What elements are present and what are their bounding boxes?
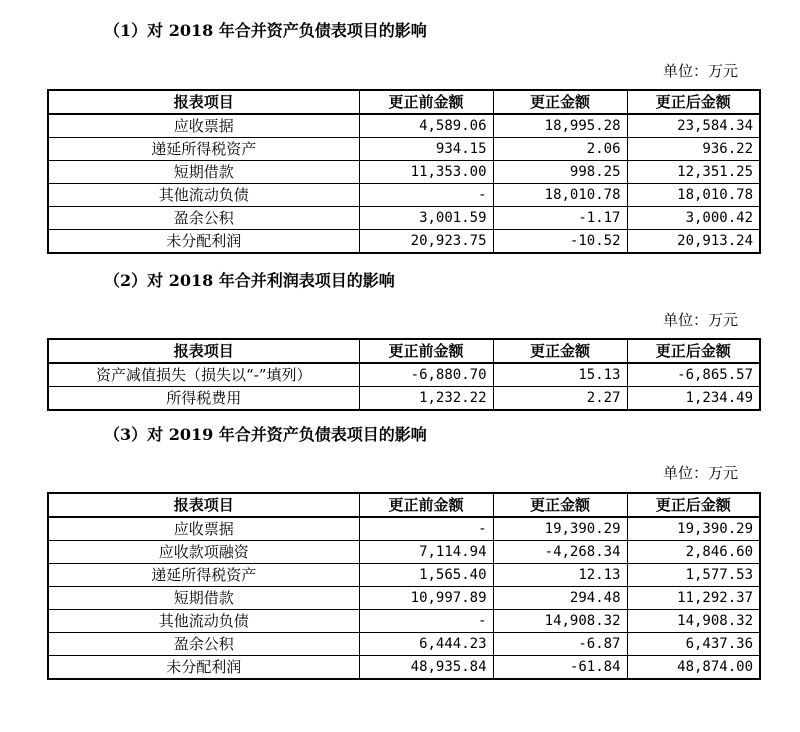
row-label: 应收票据 [48, 114, 359, 138]
section-1-heading: （1）对 2018 年合并资产负债表项目的影响 [104, 21, 427, 40]
value-cell: 10,997.89 [359, 587, 493, 610]
column-header: 更正金额 [493, 90, 627, 114]
row-label: 应收票据 [48, 517, 359, 541]
row-label: 盈余公积 [48, 207, 359, 230]
section-2-heading: （2）对 2018 年合并利润表项目的影响 [104, 271, 395, 290]
table-row [48, 541, 760, 564]
table-row [48, 564, 760, 587]
table-row [48, 161, 760, 184]
column-header: 更正金额 [493, 493, 627, 517]
row-label: 应收款项融资 [48, 541, 359, 564]
value-cell: 3,001.59 [359, 207, 493, 230]
value-cell: 23,584.34 [627, 114, 760, 138]
row-label: 短期借款 [48, 587, 359, 610]
value-cell: 20,923.75 [359, 230, 493, 254]
column-header: 更正前金额 [359, 90, 493, 114]
value-cell: 48,935.84 [359, 656, 493, 680]
value-cell: 14,908.32 [627, 610, 760, 633]
column-header: 更正前金额 [359, 493, 493, 517]
value-cell: 1,577.53 [627, 564, 760, 587]
row-label: 递延所得税资产 [48, 138, 359, 161]
value-cell: 2,846.60 [627, 541, 760, 564]
value-cell: 2.27 [493, 387, 627, 411]
table-row [48, 230, 760, 254]
value-cell: 48,874.00 [627, 656, 760, 680]
section-3-table [47, 492, 761, 680]
value-cell: 294.48 [493, 587, 627, 610]
column-header: 更正后金额 [627, 339, 760, 363]
table-row [48, 517, 760, 541]
column-header: 报表项目 [48, 493, 359, 517]
row-label: 未分配利润 [48, 656, 359, 680]
section-3-heading: （3）对 2019 年合并资产负债表项目的影响 [104, 425, 427, 444]
row-label: 未分配利润 [48, 230, 359, 254]
value-cell: -6.87 [493, 633, 627, 656]
value-cell: 19,390.29 [627, 517, 760, 541]
table-row [48, 138, 760, 161]
value-cell: - [359, 184, 493, 207]
value-cell: -61.84 [493, 656, 627, 680]
value-cell: 936.22 [627, 138, 760, 161]
value-cell: 12.13 [493, 564, 627, 587]
value-cell: -6,865.57 [627, 363, 760, 387]
column-header: 更正金额 [493, 339, 627, 363]
section-1-table [47, 89, 761, 254]
value-cell: 1,565.40 [359, 564, 493, 587]
column-header: 报表项目 [48, 339, 359, 363]
column-header: 报表项目 [48, 90, 359, 114]
value-cell: - [359, 517, 493, 541]
value-cell: 934.15 [359, 138, 493, 161]
value-cell: 15.13 [493, 363, 627, 387]
section-3-unit: 单位：万元 [662, 464, 738, 482]
table-header-row [48, 493, 760, 517]
column-header: 更正后金额 [627, 493, 760, 517]
table-row [48, 587, 760, 610]
value-cell: 20,913.24 [627, 230, 760, 254]
value-cell: -6,880.70 [359, 363, 493, 387]
value-cell: 998.25 [493, 161, 627, 184]
row-label: 短期借款 [48, 161, 359, 184]
row-label: 资产减值损失（损失以“-”填列） [48, 363, 359, 387]
row-label: 其他流动负债 [48, 610, 359, 633]
section-2-unit: 单位：万元 [662, 311, 738, 329]
row-label: 递延所得税资产 [48, 564, 359, 587]
table-row [48, 363, 760, 387]
section-1-unit: 单位：万元 [662, 62, 738, 80]
table-row [48, 184, 760, 207]
value-cell: 11,292.37 [627, 587, 760, 610]
column-header: 更正后金额 [627, 90, 760, 114]
value-cell: 2.06 [493, 138, 627, 161]
table-header-row [48, 90, 760, 114]
table-row [48, 633, 760, 656]
row-label: 其他流动负债 [48, 184, 359, 207]
row-label: 盈余公积 [48, 633, 359, 656]
table-header-row [48, 339, 760, 363]
value-cell: 6,444.23 [359, 633, 493, 656]
value-cell: 1,232.22 [359, 387, 493, 411]
table-row [48, 114, 760, 138]
value-cell: -1.17 [493, 207, 627, 230]
value-cell: 18,995.28 [493, 114, 627, 138]
value-cell: 11,353.00 [359, 161, 493, 184]
value-cell: 18,010.78 [627, 184, 760, 207]
value-cell: 1,234.49 [627, 387, 760, 411]
value-cell: 14,908.32 [493, 610, 627, 633]
value-cell: 18,010.78 [493, 184, 627, 207]
table-row [48, 387, 760, 411]
value-cell: 6,437.36 [627, 633, 760, 656]
table-row [48, 656, 760, 680]
value-cell: 19,390.29 [493, 517, 627, 541]
value-cell: 12,351.25 [627, 161, 760, 184]
value-cell: 7,114.94 [359, 541, 493, 564]
section-2-table [47, 338, 761, 411]
row-label: 所得税费用 [48, 387, 359, 411]
table-row [48, 610, 760, 633]
value-cell: 4,589.06 [359, 114, 493, 138]
value-cell: 3,000.42 [627, 207, 760, 230]
column-header: 更正前金额 [359, 339, 493, 363]
value-cell: -10.52 [493, 230, 627, 254]
value-cell: - [359, 610, 493, 633]
value-cell: -4,268.34 [493, 541, 627, 564]
table-row [48, 207, 760, 230]
